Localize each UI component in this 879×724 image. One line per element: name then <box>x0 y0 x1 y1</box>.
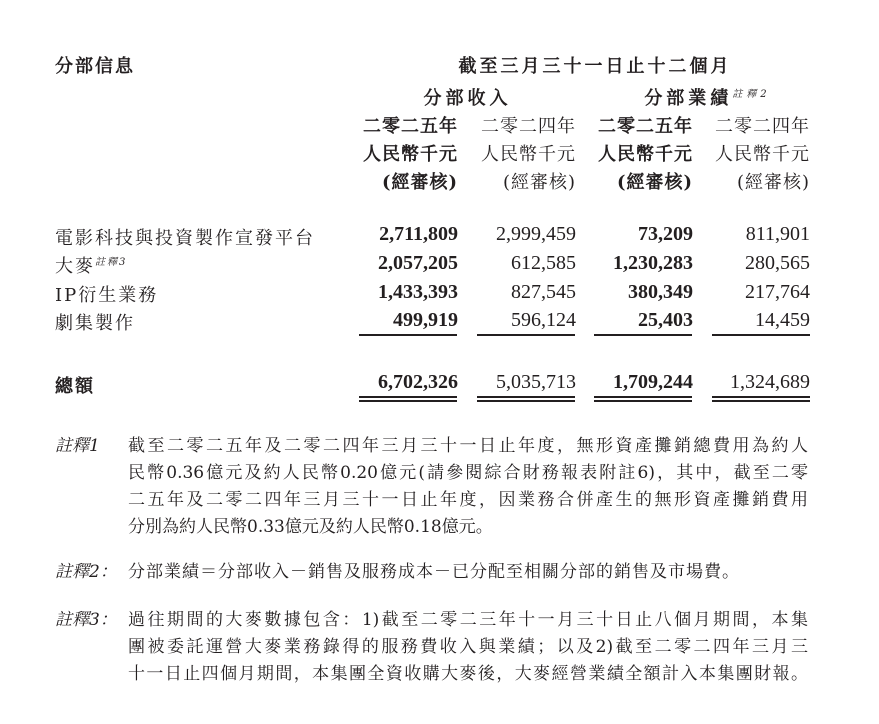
total-rule <box>359 396 457 398</box>
note-line: 分部業績＝分部收入－銷售及服務成本－已分配至相關分部的銷售及市場費。 <box>128 562 740 582</box>
col-year: 二零二五年 <box>598 116 693 137</box>
note-line: 截至二零二五年及二零二四年三月三十一日止年度，無形資產攤銷總費用為約人 <box>128 436 808 456</box>
cell: 217,764 <box>745 281 810 303</box>
col-year: 二零二五年 <box>363 116 458 137</box>
period-header: 截至三月三十一日止十二個月 <box>458 56 732 77</box>
note-line: 分別為約人民幣0.33億元及約人民幣0.18億元。 <box>128 517 493 537</box>
cell: 1,433,393 <box>378 281 458 303</box>
total-rule <box>712 396 810 398</box>
row-label: 劇集製作 <box>55 313 135 334</box>
note-line: 十一日止四個月期間，本集團全資收購大麥後，大麥經營業績全額計入本集團財報。 <box>128 664 808 684</box>
cell: 827,545 <box>511 281 576 303</box>
note-ref: 註釋2 <box>732 89 771 100</box>
cell: 2,057,205 <box>378 252 458 274</box>
note-line: 民幣0.36億元及約人民幣0.20億元(請參閱綜合財務報表附註6)，其中，截至二零 <box>128 463 808 483</box>
col-audit: (經審核) <box>502 172 576 193</box>
cell: 2,711,809 <box>379 223 458 245</box>
cell: 2,999,459 <box>496 223 576 245</box>
col-unit: 人民幣千元 <box>363 144 458 165</box>
subtotal-rule <box>477 334 575 336</box>
results-label: 分部業績 <box>644 88 733 109</box>
results-group-header <box>600 84 815 110</box>
col-year: 二零二四年 <box>481 116 576 137</box>
cell: 73,209 <box>638 223 693 245</box>
cell: 499,919 <box>393 309 458 331</box>
col-audit: (經審核) <box>736 172 810 193</box>
row-label: IP衍生業務 <box>55 285 159 306</box>
total-label: 總額 <box>55 376 95 397</box>
total-rule <box>594 400 692 402</box>
cell: 14,459 <box>755 309 810 331</box>
cell: 5,035,713 <box>496 371 576 393</box>
note-line: 二五年及二零二四年三月三十一日止年度，因業務合併產生的無形資產攤銷費用 <box>128 490 808 510</box>
cell: 596,124 <box>511 309 576 331</box>
note-line: 團被委託運營大麥業務錄得的服務費收入與業績；以及2)截至二零二四年三月三 <box>128 637 808 657</box>
row-label <box>55 252 127 278</box>
cell: 1,709,244 <box>613 371 693 393</box>
cell: 1,324,689 <box>730 371 810 393</box>
total-rule <box>477 400 575 402</box>
cell: 1,230,283 <box>613 252 693 274</box>
col-year: 二零二四年 <box>715 116 810 137</box>
note-ref: 註釋3 <box>95 257 128 268</box>
col-unit: 人民幣千元 <box>598 144 693 165</box>
subtotal-rule <box>594 334 692 336</box>
subtotal-rule <box>359 334 457 336</box>
cell: 25,403 <box>638 309 693 331</box>
note-line: 過往期間的大麥數據包含：1)截至二零二三年十一月三十日止八個月期間，本集 <box>128 610 808 630</box>
total-rule <box>359 400 457 402</box>
cell: 280,565 <box>745 252 810 274</box>
cell: 380,349 <box>628 281 693 303</box>
subtotal-rule <box>712 334 810 336</box>
row-label-text: 大麥 <box>55 256 95 277</box>
section-title: 分部信息 <box>55 56 135 77</box>
col-unit: 人民幣千元 <box>481 144 576 165</box>
note-tag: 註釋1 <box>55 436 100 456</box>
cell: 612,585 <box>511 252 576 274</box>
col-unit: 人民幣千元 <box>715 144 810 165</box>
cell: 6,702,326 <box>378 371 458 393</box>
col-audit: (經審核) <box>616 172 693 193</box>
col-audit: (經審核) <box>381 172 458 193</box>
cell: 811,901 <box>745 223 810 245</box>
total-rule <box>477 396 575 398</box>
note-tag: 註釋2： <box>55 562 117 582</box>
total-rule <box>594 396 692 398</box>
row-label: 電影科技與投資製作宣發平台 <box>55 228 315 249</box>
note-tag: 註釋3： <box>55 610 117 630</box>
total-rule <box>712 400 810 402</box>
revenue-group-header: 分部收入 <box>423 88 512 109</box>
